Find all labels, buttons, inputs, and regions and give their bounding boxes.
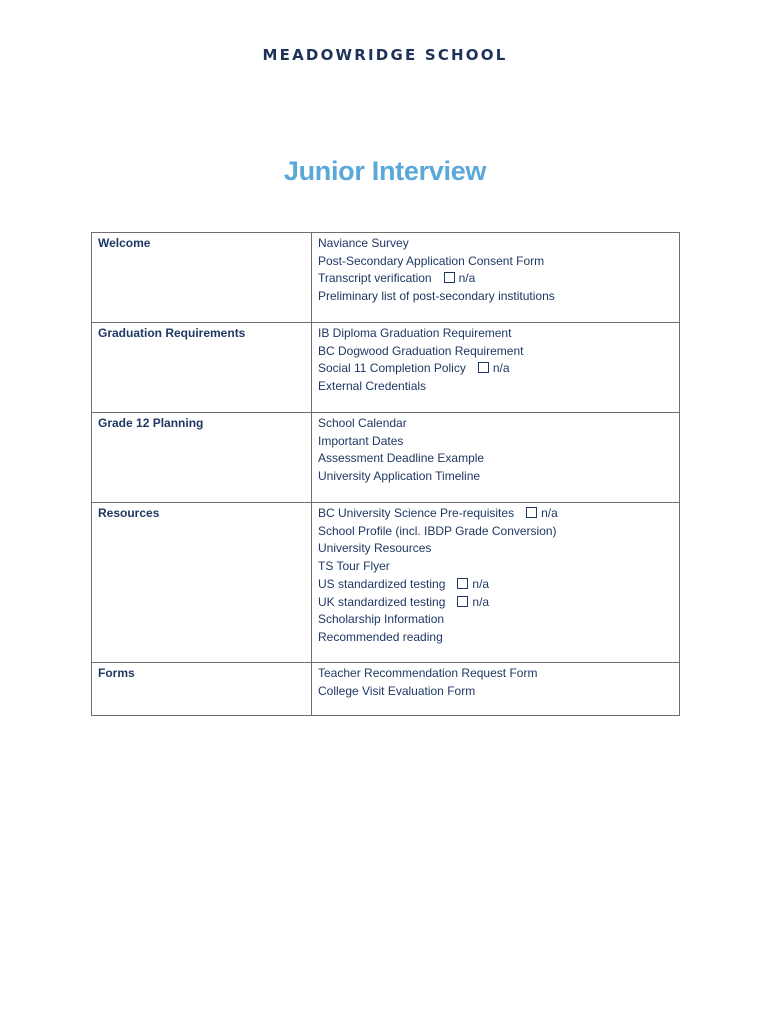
- item-label: Transcript verification: [318, 271, 432, 286]
- item-label: External Credentials: [318, 379, 427, 394]
- list-item: [318, 450, 679, 468]
- item-label: Scholarship Information: [318, 612, 445, 627]
- item-label: Social 11 Completion Policy: [318, 361, 466, 376]
- list-item: [318, 558, 679, 576]
- category-cell: [92, 663, 312, 716]
- item-label: Important Dates: [318, 433, 404, 448]
- list-item: [318, 665, 679, 683]
- item-label: College Visit Evaluation Form: [318, 683, 476, 698]
- category-label: Forms: [98, 666, 135, 680]
- item-label: BC Dogwood Graduation Requirement: [318, 343, 524, 358]
- category-label: Grade 12 Planning: [98, 416, 204, 430]
- checkbox-label: n/a: [541, 506, 558, 520]
- category-cell: [92, 233, 312, 323]
- list-item: [318, 629, 679, 647]
- items-cell: [312, 663, 680, 716]
- table-row: [92, 233, 680, 323]
- na-checkbox[interactable]: [444, 272, 455, 283]
- item-label: University Application Timeline: [318, 469, 481, 484]
- item-label: BC University Science Pre-requisites: [318, 506, 515, 520]
- list-item: [318, 378, 679, 396]
- item-label: School Profile (incl. IBDP Grade Conversion): [318, 523, 557, 538]
- item-label: Teacher Recommendation Request Form: [318, 666, 538, 680]
- table-row: [92, 503, 680, 663]
- list-item: [318, 415, 679, 433]
- list-item: [318, 253, 679, 271]
- item-label: University Resources: [318, 541, 432, 556]
- item-label: UK standardized testing: [318, 594, 446, 609]
- checkbox-label: n/a: [458, 271, 476, 286]
- na-checkbox[interactable]: [526, 507, 537, 518]
- item-label: Preliminary list of post-secondary institutions: [318, 289, 555, 304]
- item-label: IB Diploma Graduation Requirement: [318, 326, 512, 340]
- page-title: Junior Interview: [283, 156, 487, 186]
- table-row: [92, 323, 680, 413]
- list-item: [318, 325, 679, 343]
- item-label: Recommended reading: [318, 629, 443, 644]
- item-label: TS Tour Flyer: [318, 559, 390, 574]
- list-item: [318, 468, 679, 486]
- list-item: [318, 360, 679, 378]
- na-checkbox[interactable]: [478, 362, 489, 373]
- item-label: Assessment Deadline Example: [318, 451, 485, 466]
- list-item: [318, 288, 679, 306]
- item-label: Post-Secondary Application Consent Form: [318, 253, 545, 268]
- school-logo-text: MEADOWRIDGE SCHOOL: [262, 46, 508, 64]
- items-cell: [312, 503, 680, 663]
- list-item: [318, 594, 679, 612]
- table-row: [92, 413, 680, 503]
- list-item: [318, 343, 679, 361]
- category-label: Welcome: [98, 236, 151, 250]
- items-cell: [312, 323, 680, 413]
- list-item: [318, 433, 679, 451]
- table-row: [92, 663, 680, 716]
- category-cell: [92, 503, 312, 663]
- category-label: Graduation Requirements: [98, 326, 246, 340]
- items-cell: [312, 233, 680, 323]
- item-label: Naviance Survey: [318, 236, 409, 250]
- list-item: [318, 576, 679, 594]
- checkbox-label: n/a: [492, 361, 510, 376]
- checkbox-label: n/a: [472, 576, 490, 591]
- category-label: Resources: [98, 506, 160, 520]
- na-checkbox[interactable]: [457, 596, 468, 607]
- list-item: [318, 611, 679, 629]
- list-item: [318, 270, 679, 288]
- items-cell: [312, 413, 680, 503]
- interview-checklist-table: [91, 232, 680, 716]
- list-item: [318, 540, 679, 558]
- list-item: [318, 505, 679, 523]
- category-cell: [92, 323, 312, 413]
- item-label: School Calendar: [318, 416, 407, 430]
- list-item: [318, 523, 679, 541]
- list-item: [318, 683, 679, 701]
- checkbox-label: n/a: [472, 594, 490, 609]
- na-checkbox[interactable]: [457, 578, 468, 589]
- list-item: [318, 235, 679, 253]
- item-label: US standardized testing: [318, 576, 446, 591]
- category-cell: [92, 413, 312, 503]
